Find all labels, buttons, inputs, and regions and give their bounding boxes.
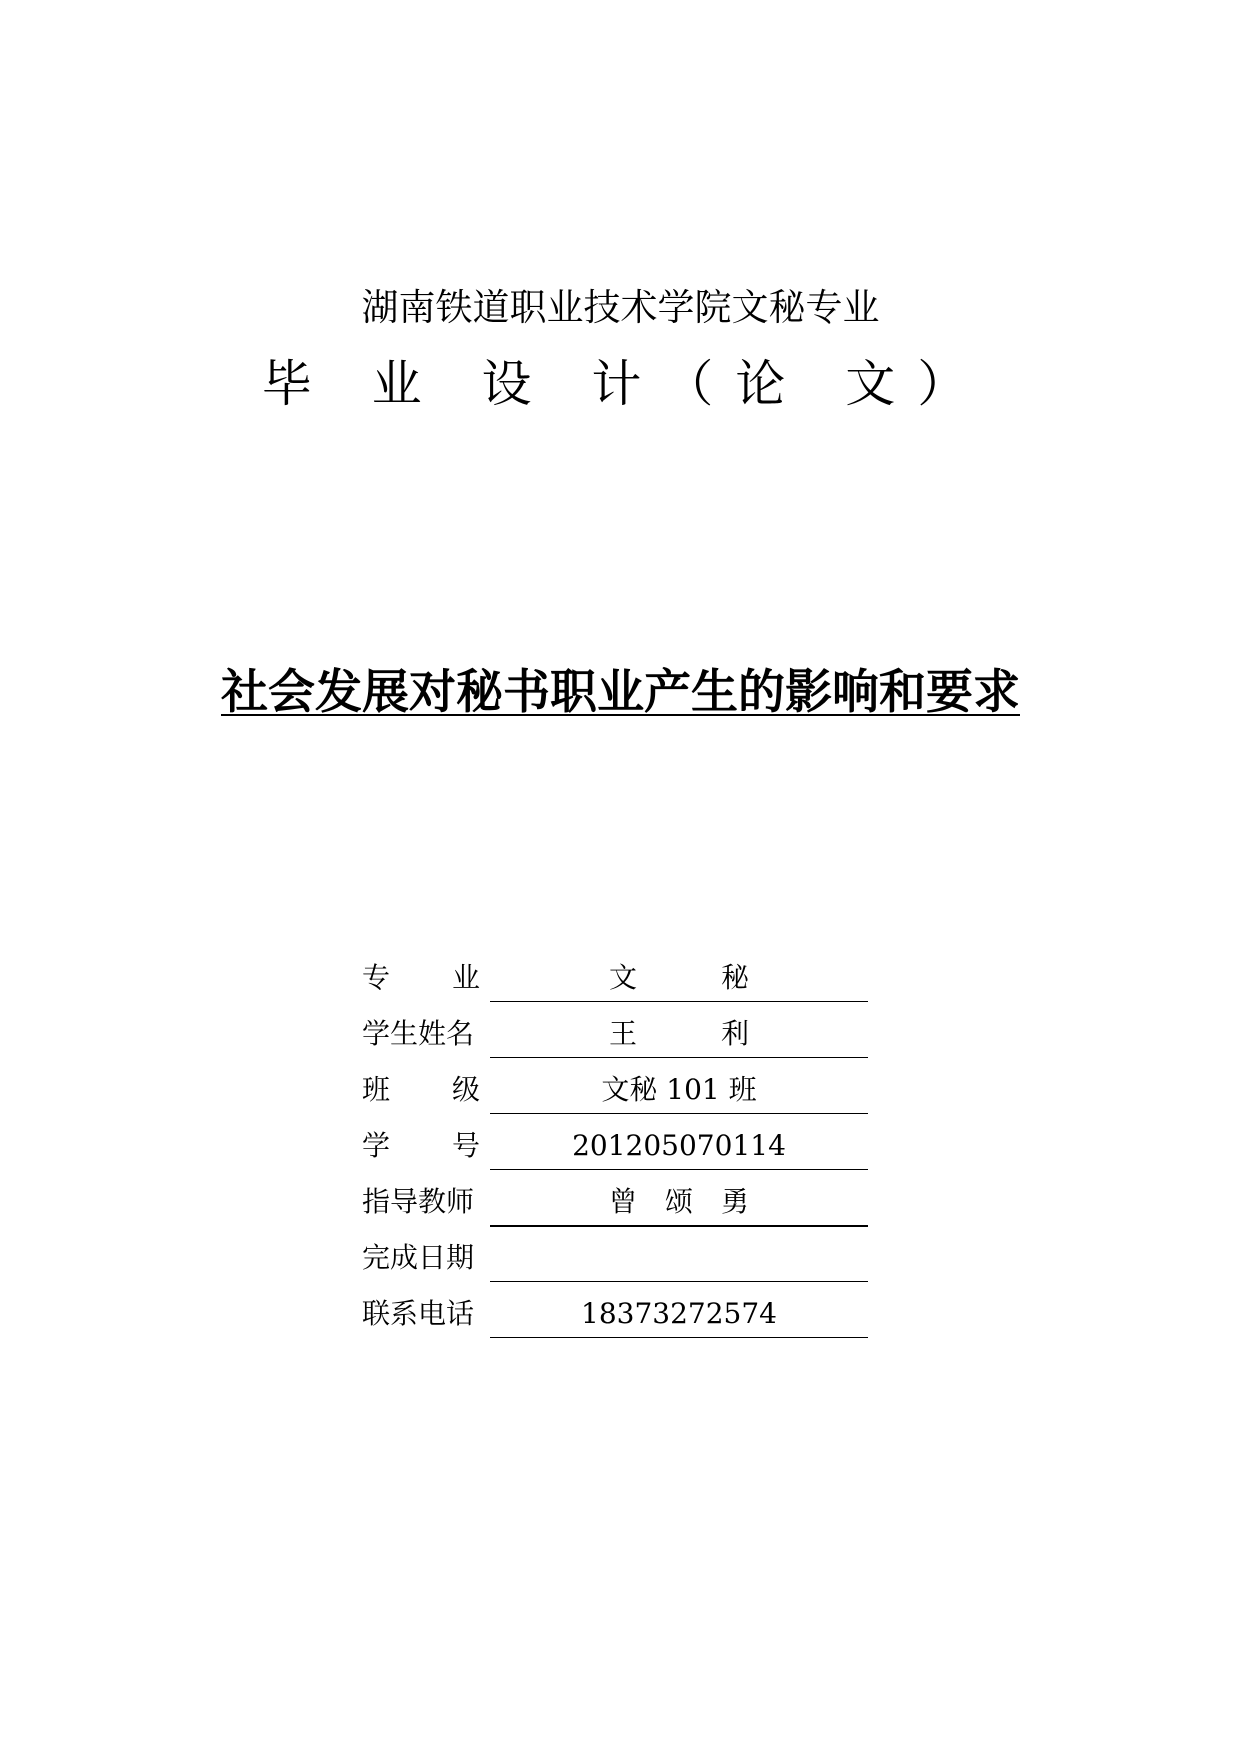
info-label-phone: 联系电话 — [362, 1297, 475, 1330]
info-label-char: 学 — [362, 1129, 391, 1162]
thesis-title-text: 社会发展对秘书职业产生的影响和要求 — [221, 665, 1020, 720]
info-label-student-name: 学生姓名 — [362, 1017, 475, 1050]
info-row-phone — [362, 1291, 882, 1337]
institution-heading: 湖南铁道职业技术学院文秘专业 — [361, 286, 880, 329]
info-value-class: 文秘 101 班 — [490, 1067, 868, 1114]
info-label-advisor: 指导教师 — [362, 1185, 475, 1218]
info-row-student-id — [362, 1123, 882, 1169]
info-label-class — [362, 1067, 480, 1113]
info-value-advisor: 曾 颂 勇 — [490, 1179, 868, 1227]
document-type-heading: 毕 业 设 计（论 文） — [261, 355, 990, 413]
info-row-completion-date — [362, 1235, 882, 1281]
info-row-advisor — [362, 1179, 882, 1225]
info-label-major — [362, 955, 480, 1001]
info-value-phone: 18373272574 — [490, 1291, 868, 1338]
info-label-char: 业 — [451, 961, 480, 994]
info-label-char: 专 — [362, 961, 391, 994]
thesis-title — [0, 662, 1241, 724]
info-value-completion-date — [490, 1235, 868, 1282]
info-label-char: 班 — [362, 1073, 391, 1106]
info-row-student-name — [362, 1011, 882, 1057]
info-row-major — [362, 955, 882, 1001]
info-label-student-id — [362, 1123, 480, 1169]
info-label-char: 级 — [451, 1073, 480, 1106]
info-label-completion-date: 完成日期 — [362, 1241, 475, 1274]
info-row-class — [362, 1067, 882, 1113]
info-value-student-id: 201205070114 — [490, 1123, 868, 1170]
info-value-student-name: 王 利 — [490, 1011, 868, 1058]
info-label-char: 号 — [451, 1129, 480, 1162]
info-value-major: 文 秘 — [490, 955, 868, 1002]
